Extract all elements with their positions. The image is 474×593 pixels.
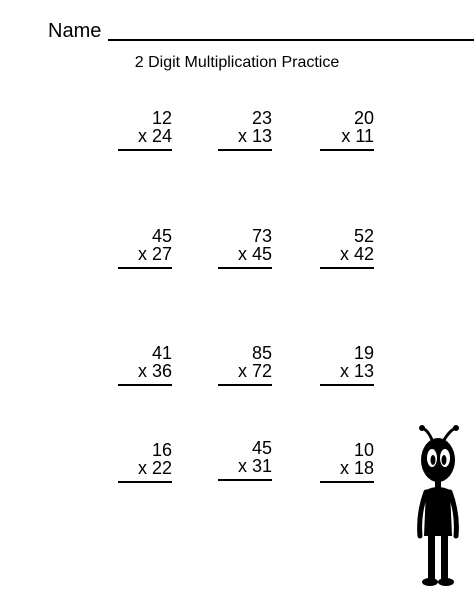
problem-bottom-row — [238, 244, 272, 264]
problem-bottom-row — [340, 244, 374, 264]
problem-bottom-number: 13 — [353, 361, 374, 381]
problem-bottom-number: 45 — [251, 244, 272, 264]
problem-bottom-row — [238, 126, 272, 146]
problem-6 — [320, 226, 380, 276]
answer-line — [218, 479, 272, 481]
answer-line — [320, 267, 374, 269]
problem-bottom-row — [138, 244, 172, 264]
problem-bottom-row — [138, 458, 172, 478]
problem-top-number: 12 — [151, 108, 172, 128]
multiply-sign: x — [237, 456, 247, 476]
problem-bottom-number: 27 — [151, 244, 172, 264]
problem-bottom-row — [340, 361, 374, 381]
problem-2 — [218, 108, 278, 158]
multiply-sign: x — [137, 458, 147, 478]
answer-line — [218, 267, 272, 269]
problem-12 — [320, 440, 380, 490]
answer-line — [118, 267, 172, 269]
problem-bottom-number: 31 — [251, 456, 272, 476]
problem-bottom-number: 36 — [151, 361, 172, 381]
problem-top-number: 45 — [251, 438, 272, 458]
problem-top-number: 85 — [251, 343, 272, 363]
problem-bottom-row — [238, 456, 272, 476]
multiply-sign: x — [237, 244, 247, 264]
problem-bottom-number: 11 — [355, 126, 374, 146]
multiply-sign: x — [237, 361, 247, 381]
problem-bottom-number: 72 — [251, 361, 272, 381]
problem-5 — [218, 226, 278, 276]
worksheet-title: 2 Digit Multiplication Practice — [134, 54, 340, 71]
name-label: Name — [48, 20, 102, 42]
problem-11 — [218, 438, 278, 488]
problem-top-number: 52 — [353, 226, 374, 246]
name-field-row — [48, 18, 438, 46]
problem-bottom-number: 13 — [251, 126, 272, 146]
problem-bottom-row — [138, 361, 172, 381]
answer-line — [118, 149, 172, 151]
alien-figure-icon — [414, 424, 464, 588]
problem-bottom-number: 18 — [353, 458, 374, 478]
problem-4 — [118, 226, 178, 276]
problem-bottom-number: 42 — [353, 244, 374, 264]
multiply-sign: x — [137, 361, 147, 381]
problem-top-number: 45 — [151, 226, 172, 246]
answer-line — [218, 384, 272, 386]
answer-line — [320, 384, 374, 386]
problem-top-number: 20 — [353, 108, 374, 128]
problem-top-number: 19 — [353, 343, 374, 363]
answer-line — [118, 481, 172, 483]
name-write-line[interactable] — [108, 39, 474, 41]
problem-1 — [118, 108, 178, 158]
answer-line — [218, 149, 272, 151]
multiply-sign: x — [237, 126, 247, 146]
problem-8 — [218, 343, 278, 393]
problem-3 — [320, 108, 380, 158]
problem-bottom-row — [341, 126, 374, 146]
problem-7 — [118, 343, 178, 393]
problem-top-number: 73 — [251, 226, 272, 246]
answer-line — [320, 149, 374, 151]
answer-line — [320, 481, 374, 483]
problem-bottom-number: 24 — [151, 126, 172, 146]
problem-bottom-row — [340, 458, 374, 478]
problem-10 — [118, 440, 178, 490]
problem-bottom-row — [138, 126, 172, 146]
multiply-sign: x — [339, 361, 349, 381]
multiply-sign: x — [339, 458, 349, 478]
answer-line — [118, 384, 172, 386]
problem-bottom-row — [238, 361, 272, 381]
multiply-sign: x — [137, 244, 147, 264]
problem-top-number: 10 — [353, 440, 374, 460]
multiply-sign: x — [137, 126, 147, 146]
problem-top-number: 41 — [151, 343, 172, 363]
multiply-sign: x — [339, 244, 349, 264]
problem-9 — [320, 343, 380, 393]
problem-top-number: 23 — [251, 108, 272, 128]
problem-bottom-number: 22 — [151, 458, 172, 478]
problem-top-number: 16 — [151, 440, 172, 460]
multiply-sign: x — [341, 126, 351, 146]
